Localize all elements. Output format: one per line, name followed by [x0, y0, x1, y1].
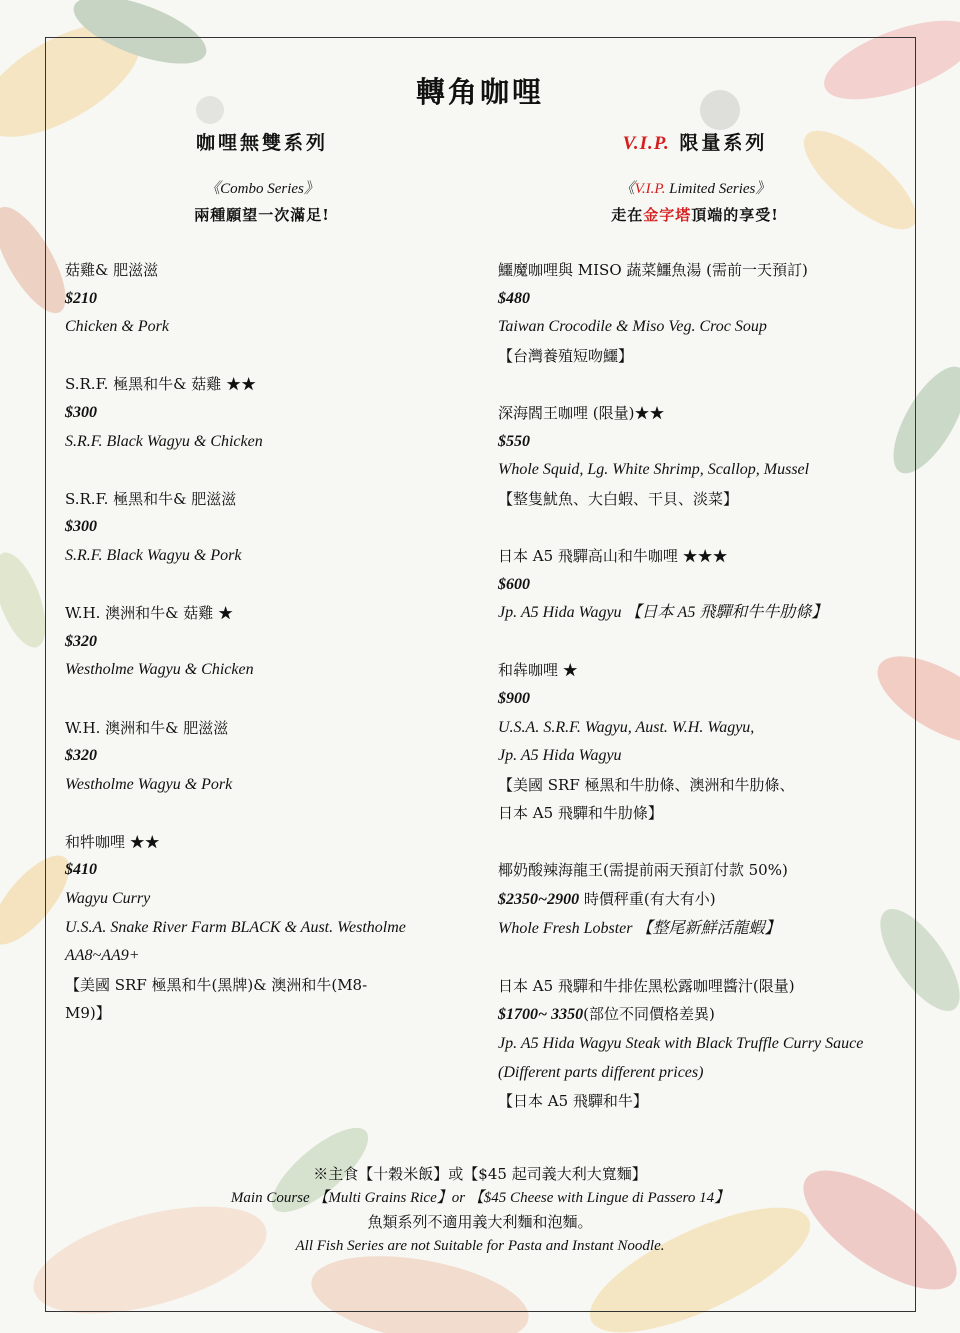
item-english: Whole Fresh Lobster 【整尾新鮮活龍蝦】: [498, 919, 781, 937]
item-english: Westholme Wagyu & Chicken: [65, 661, 254, 679]
item-name: 椰奶酸辣海龍王(需提前兩天預訂付款 50%): [498, 861, 788, 880]
menu-item: [65, 828, 406, 1028]
item-detail: 【日本 A5 飛驒和牛】: [498, 1092, 648, 1111]
item-price: $900: [498, 689, 530, 707]
menu-item: [65, 256, 406, 342]
item-name: W.H. 澳洲和牛& 菇雞 ★: [65, 604, 234, 623]
item-detail: U.S.A. Snake River Farm BLACK & Aust. Westholme: [65, 918, 406, 936]
item-detail: M9)】: [65, 1004, 111, 1023]
left-tagline: 兩種願望一次滿足!: [194, 206, 330, 224]
right-tagline: 走在金字塔頂端的享受!: [611, 206, 779, 224]
item-detail: 【台灣養殖短吻鱷】: [498, 346, 634, 365]
item-detail: 【美國 SRF 極黑和牛肋條、澳洲和牛肋條、: [498, 775, 795, 794]
item-price: $1700~ 3350: [498, 1006, 584, 1024]
footer-fish-zh: 魚類系列不適用義大利麵和泡麵。: [367, 1213, 593, 1231]
item-english: Jp. A5 Hida Wagyu 【日本 A5 飛驒和牛牛肋條】: [498, 604, 828, 622]
footer-fish-en: All Fish Series are not Suitable for Pasta and Instant Noodle.: [295, 1238, 665, 1254]
menu-item: [498, 399, 863, 513]
footer-staple-en: Main Course 【Multi Grains Rice】or 【$45 Cheese with Lingue di Passero 14】: [230, 1190, 730, 1206]
item-name: 菇雞& 肥滋滋: [65, 261, 159, 279]
footer-staple-zh: ※主食【十穀米飯】或【$45 起司義大利大寬麵】: [313, 1165, 647, 1183]
item-detail: 【整隻魷魚、大白蝦、干貝、淡菜】: [498, 489, 739, 508]
item-name: 深海閻王咖哩 (限量)★★: [498, 403, 665, 422]
item-detail: AA8~AA9+: [65, 947, 140, 965]
item-price: $2350~2900: [498, 891, 580, 909]
vip-series-list: [498, 256, 863, 1116]
item-name: 和牪咖哩 ★★: [65, 832, 160, 851]
item-english: U.S.A. S.R.F. Wagyu, Aust. W.H. Wagyu,: [498, 718, 755, 736]
left-subtitle: 《Combo Series》: [205, 181, 319, 197]
footer-notes: [0, 1162, 960, 1258]
item-english: Wagyu Curry: [65, 890, 151, 908]
item-detail: 【美國 SRF 極黑和牛(黑牌)& 澳洲和牛(M8-: [65, 975, 368, 994]
item-price: $320: [65, 632, 97, 650]
item-english: Taiwan Crocodile & Miso Veg. Croc Soup: [498, 318, 767, 336]
item-name: W.H. 澳洲和牛& 肥滋滋: [65, 718, 229, 737]
vip-label: V.I.P.: [622, 133, 670, 154]
right-header: [475, 128, 915, 225]
item-name: 和犇咖哩 ★: [498, 661, 578, 680]
item-name: 日本 A5 飛驒高山和牛咖哩 ★★★: [498, 546, 728, 565]
item-price: $320: [65, 747, 97, 765]
item-price-row: [498, 1000, 863, 1030]
item-price: $300: [65, 403, 97, 421]
item-english: (Different parts different prices): [498, 1063, 704, 1081]
menu-item: [498, 542, 863, 628]
menu-item: [498, 656, 863, 828]
item-price: $410: [65, 861, 97, 879]
item-english: Jp. A5 Hida Wagyu: [498, 747, 622, 765]
menu-item: [65, 714, 406, 800]
left-header: [42, 128, 482, 225]
left-heading: 咖哩無雙系列: [195, 132, 328, 154]
item-price: $210: [65, 289, 97, 307]
menu-item: [498, 856, 863, 943]
item-price-note: (部位不同價格差異): [583, 1005, 715, 1024]
item-english: Westholme Wagyu & Pork: [65, 775, 233, 793]
item-english: S.R.F. Black Wagyu & Chicken: [65, 432, 263, 450]
item-price: $300: [65, 518, 97, 536]
item-detail: 日本 A5 飛驒和牛肋條】: [498, 804, 663, 823]
item-price-note: 時價秤重(有大有小): [579, 890, 716, 909]
item-name: 鱷魔咖哩與 MISO 蔬菜鱷魚湯 (需前一天預訂): [498, 261, 808, 279]
menu-item: [65, 485, 406, 571]
item-english: Chicken & Pork: [65, 318, 169, 336]
item-price: $600: [498, 575, 530, 593]
item-name: S.R.F. 極黑和牛& 肥滋滋: [65, 489, 237, 508]
item-price: $480: [498, 289, 530, 307]
item-english: Whole Squid, Lg. White Shrimp, Scallop, Mussel: [498, 461, 810, 479]
item-price: $550: [498, 432, 530, 450]
item-name: S.R.F. 極黑和牛& 菇雞 ★★: [65, 375, 257, 394]
item-english: Jp. A5 Hida Wagyu Steak with Black Truffle Curry Sauce: [498, 1035, 864, 1053]
menu-item: [65, 370, 406, 456]
menu-title: 轉角咖哩: [415, 75, 544, 109]
combo-series-list: [65, 256, 406, 1028]
right-subtitle: 《V.I.P. Limited Series》: [619, 181, 771, 197]
right-heading: V.I.P. 限量系列: [622, 132, 768, 154]
menu-item: [498, 256, 863, 370]
menu-item: [498, 972, 863, 1116]
item-name: 日本 A5 飛驒和牛排佐黑松露咖哩醬汁(限量): [498, 976, 795, 995]
menu-item: [65, 599, 406, 685]
item-price-row: [498, 885, 863, 915]
item-english: S.R.F. Black Wagyu & Pork: [65, 546, 242, 564]
